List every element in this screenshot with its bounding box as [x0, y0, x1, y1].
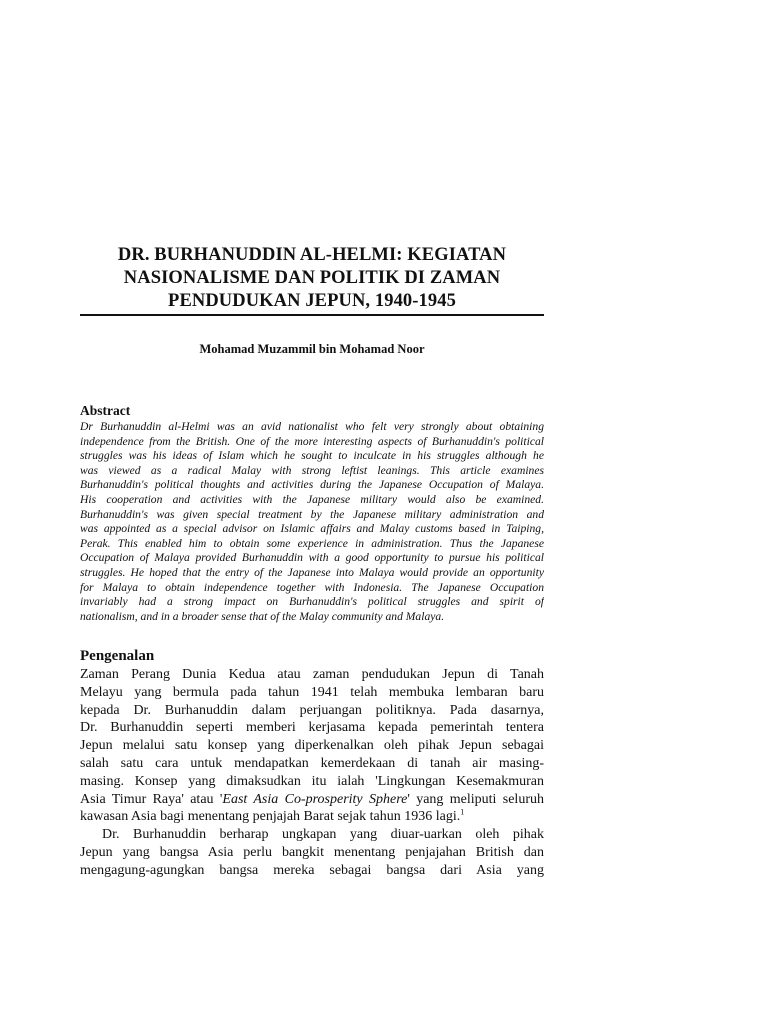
italic-term: East Asia Co-prosperity Sphere [222, 791, 408, 807]
abstract-line: Perak. This enabled him to obtain some experience in administration. Thus the Japanese [80, 536, 544, 550]
body-line: kepada Dr. Burhanuddin dalam perjuangan politiknya. Pada dasarnya, [80, 702, 544, 718]
body-line: salah satu cara untuk mendapatkan kemerdekaan di tanah air masing- [80, 755, 544, 771]
body-line: Zaman Perang Dunia Kedua atau zaman pendudukan Jepun di Tanah [80, 667, 544, 682]
abstract-line: was viewed as a radical Malay with strong leftist leanings. This article examines [80, 463, 544, 477]
abstract-line: was appointed as a special advisor on Islamic affairs and Malay customs based in Taiping, [80, 522, 544, 536]
body-line: Dr. Burhanuddin berharap ungkapan yang diuar-uarkan oleh pihak [102, 827, 544, 843]
body-line: mengagung-agungkan bangsa mereka sebagai bangsa dari Asia yang [80, 862, 544, 878]
abstract-line: independence from the British. One of the more interesting aspects of Burhanuddin's political [80, 434, 544, 448]
abstract-line: Burhanuddin's political thoughts and activities during the Japanese Occupation of Malaya. [80, 478, 544, 492]
section-heading: Pengenalan [80, 648, 155, 664]
title-line: PENDUDUKAN JEPUN, 1940-1945 [168, 291, 456, 311]
body-line: Jepun yang bangsa Asia perlu bangkit menentang penjajahan British dan [80, 844, 544, 860]
footnote-marker[interactable]: 1 [460, 808, 465, 817]
abstract-line: Dr Burhanuddin al-Helmi was an avid nationalist who felt very strongly about obtaining [80, 420, 544, 433]
abstract-line: Occupation of Malaya provided Burhanuddin with a good opportunity to pursue his political [80, 551, 544, 565]
body-line [80, 791, 544, 809]
abstract-line: invariably had a strong impact on Burhanuddin's political struggles and spirit of [80, 595, 544, 609]
title-line: NASIONALISME DAN POLITIK DI ZAMAN [123, 268, 501, 288]
abstract-heading: Abstract [80, 403, 131, 418]
body-text-segment: Asia Timur Raya' atau ' [80, 791, 223, 807]
body-line [80, 808, 544, 826]
abstract-body [80, 420, 544, 624]
body-line: masing. Konsep yang dimaksudkan itu ialah 'Lingkungan Kesemakmuran [80, 773, 544, 789]
body-line: Melayu yang bermula pada tahun 1941 telah membuka lembaran baru [80, 684, 544, 700]
abstract-line: struggles. He hoped that the entry of the Japanese into Malaya would provide an opportunity [80, 565, 544, 579]
abstract-line: nationalism, and in a broader sense that of the Malay community and Malaya. [80, 609, 445, 623]
abstract-line: for Malaya to obtain independence together with Indonesia. The Japanese Occupation [80, 580, 544, 594]
abstract-line: struggles was his ideas of Islam which he sought to inculcate in his struggles although he [80, 449, 544, 463]
abstract-line: Burhanuddin's was given special treatment by the Japanese military administration and [80, 507, 544, 521]
section-body [80, 666, 544, 880]
article-title [80, 244, 544, 313]
author-name: Mohamad Muzammil bin Mohamad Noor [199, 342, 425, 356]
title-line: DR. BURHANUDDIN AL-HELMI: KEGIATAN [117, 245, 507, 265]
body-text-segment: ' yang meliputi seluruh [407, 791, 544, 807]
abstract-line: His cooperation and activities with the Japanese military would also be examined. [80, 492, 544, 506]
body-line: Jepun melalui satu konsep yang diperkenalkan oleh pihak Jepun sebagai [80, 738, 544, 754]
title-rule [80, 314, 544, 316]
body-text-segment: kawasan Asia bagi menentang penjajah Barat sejak tahun 1936 lagi. [80, 809, 461, 825]
body-line: Dr. Burhanuddin seperti memberi kerjasama kepada pemerintah tentera [80, 720, 544, 736]
